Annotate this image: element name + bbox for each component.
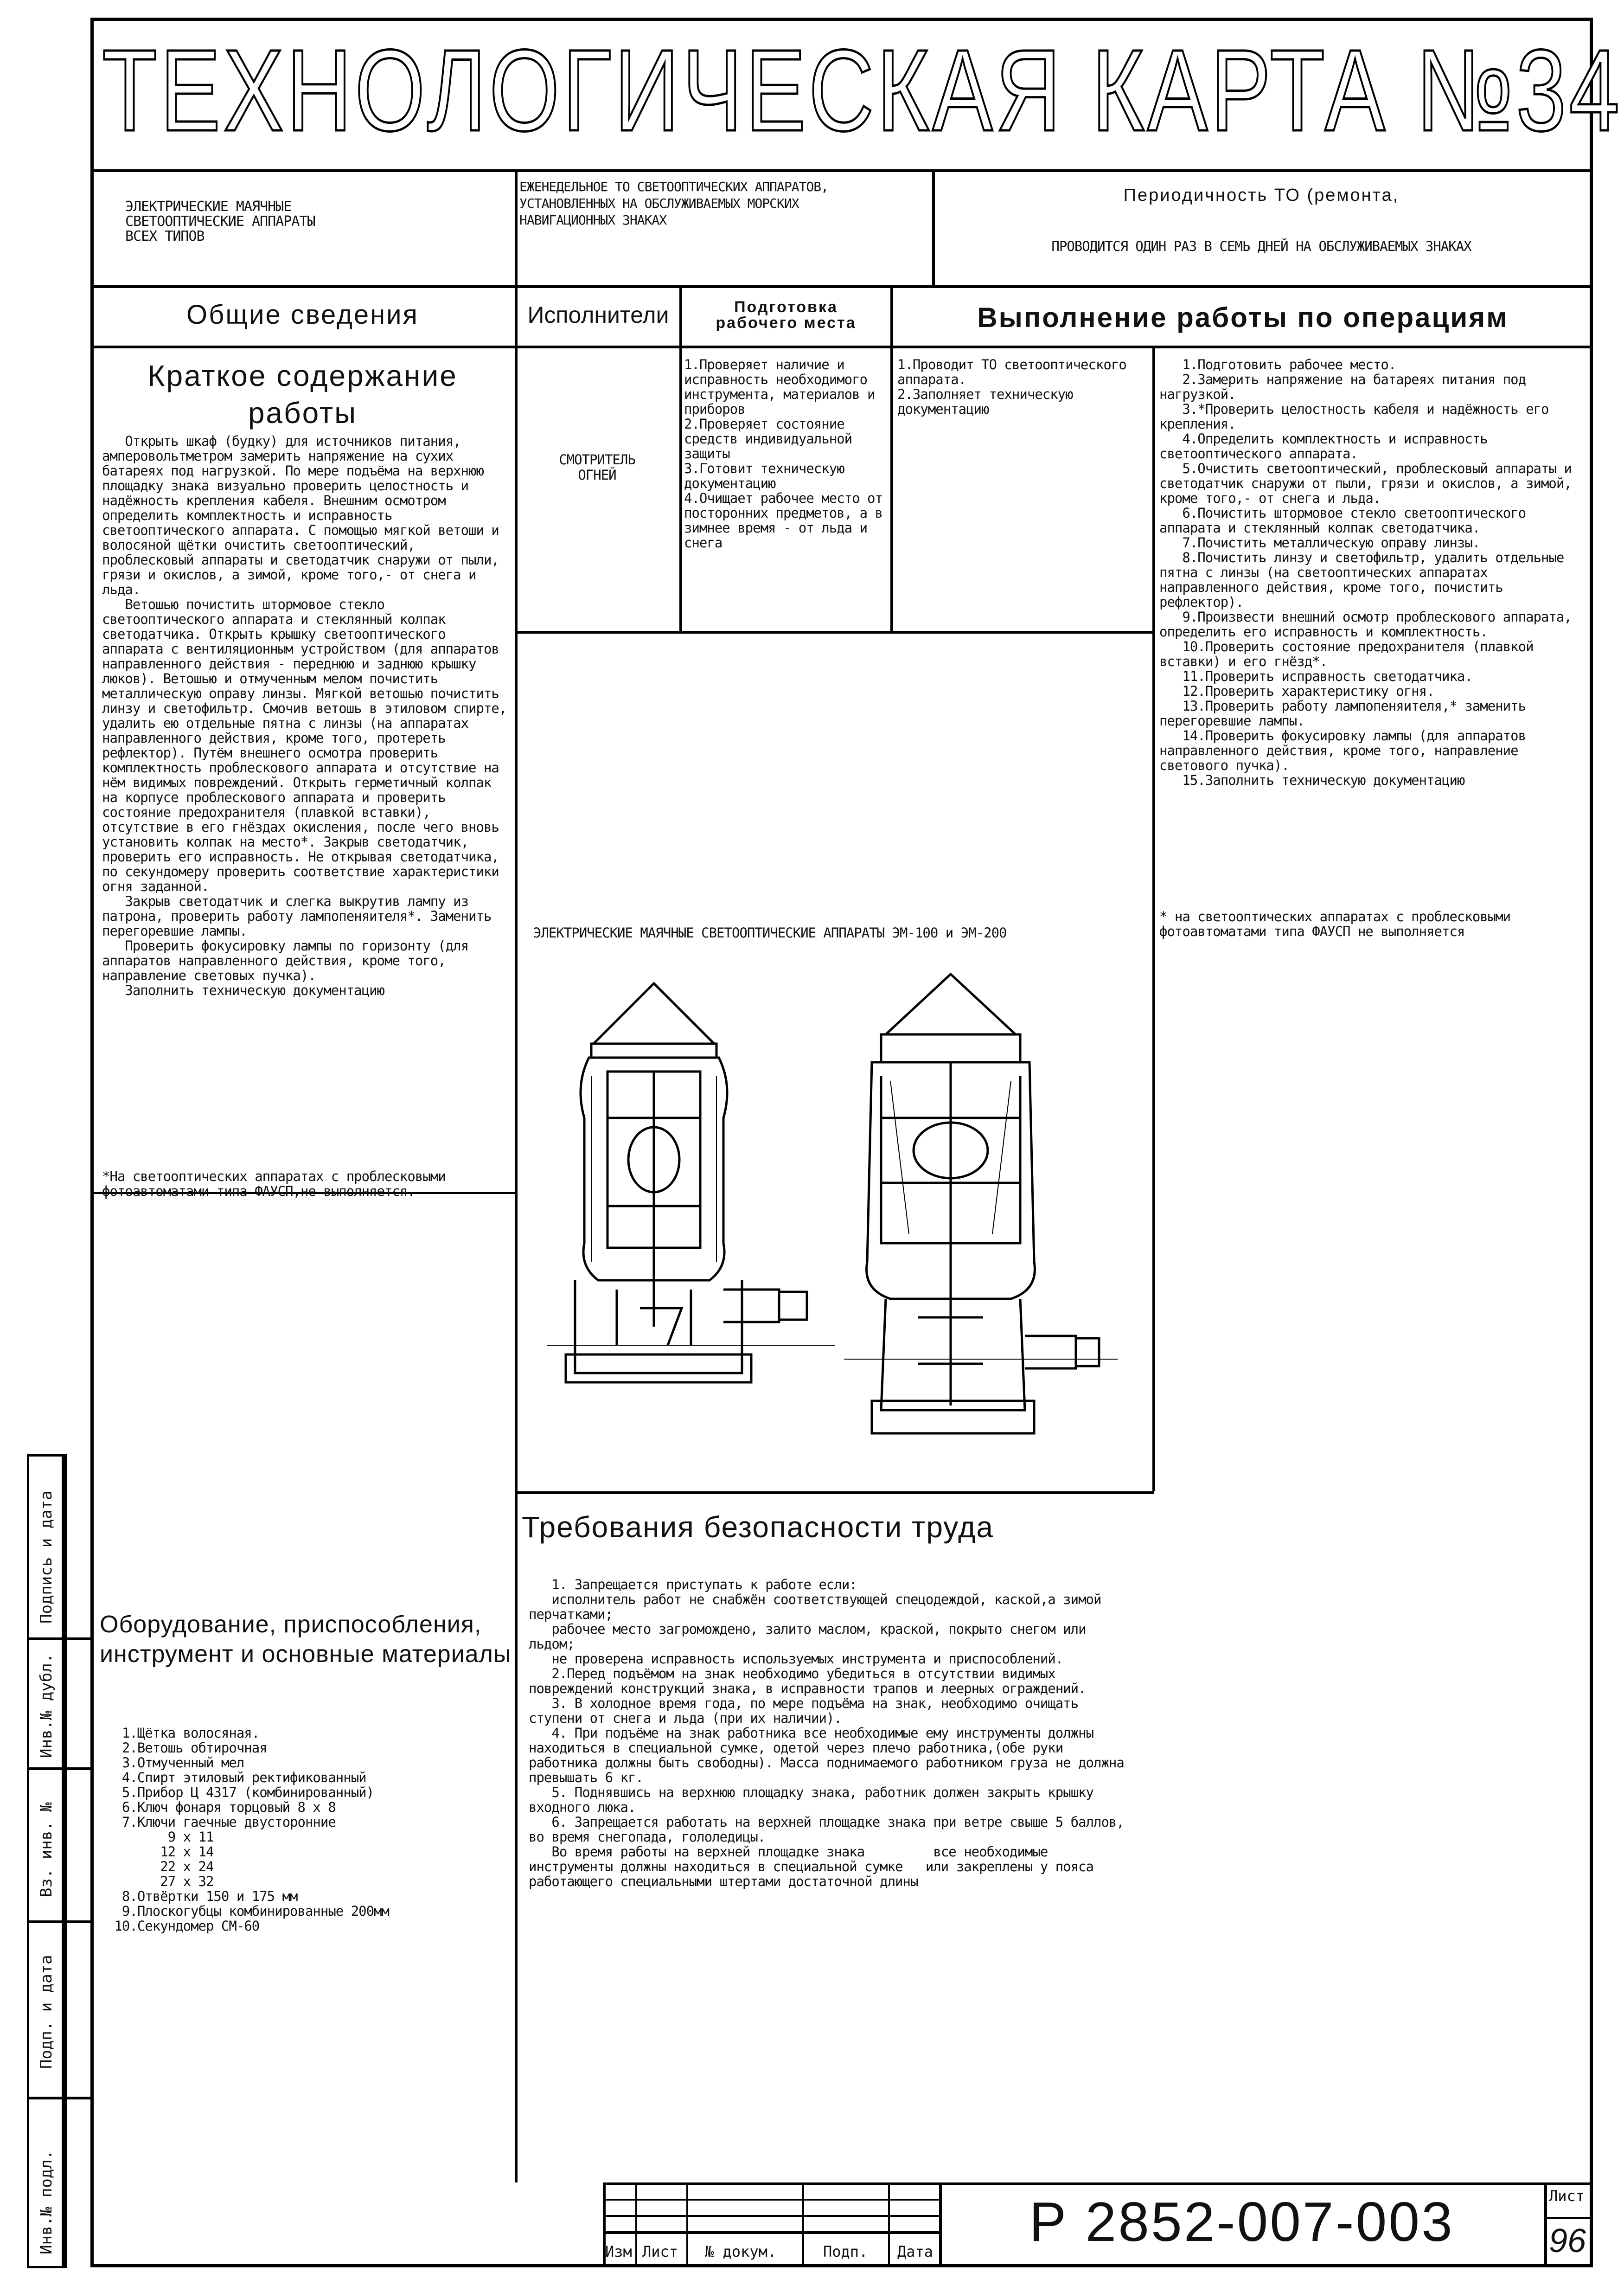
stamp-list: Лист: [642, 2243, 678, 2260]
stamp-sheet-label: Лист: [1549, 2187, 1585, 2205]
figure-caption: ЭЛЕКТРИЧЕСКИЕ МАЯЧНЫЕ СВЕТООПТИЧЕСКИЕ АППАРАТЫ ЭМ-100 и ЭМ-200: [533, 925, 1007, 941]
operations-footnote: * на светооптических аппаратах с проблесковыми фотоавтоматами типа ФАУСП не выполняется: [1159, 909, 1518, 939]
stamp-line: [603, 2182, 1593, 2185]
side-label-sign-date: Подп. и дата: [37, 1955, 56, 2069]
stamp-line: [635, 2182, 637, 2266]
divider: [515, 1491, 1154, 1494]
stamp-line: [1544, 2182, 1547, 2266]
side-label-inv-instead: Вз. инв. №: [37, 1802, 56, 1897]
executor: СМОТРИТЕЛЬ ОГНЕЙ: [559, 452, 635, 483]
lantern-drawing: [547, 965, 1127, 1457]
safety-text: 1. Запрещается приступать к работе если: исполнитель работ не снабжён соответствующей спецодеждой, каской,а зимой перчатками; рабочее место загромождено, залито маслом, краской, покрыто снегом или льдом; не проверена исправность используемых инструмента и приспособлений. 2.Перед подъёмом на знак необходимо убедиться в отсутствии видимых повреждений конструкций знака, в исправности трапов и леерных ограждений. 3. В холодное время года, по мере подъёма на знак, необходимо очищать ступени от снега и льда (при их наличии). 4. При подъёме на знак работника все необходимые ему инструменты должны находиться в специальной сумке, одетой через плечо работника,(обе руки работника должны быть свободны). Масса поднимаемого работником груза не должна превышать 6 кг. 5. Поднявшись на верхнюю площадку знака, работник должен закрыть крышку входного люка. 6. Запрещается работать на верхней площадке знака при ветре свыше 5 баллов, во время снегопада, гололедицы. Во время работы на верхней площадке знака все необходимые инструменты должны находиться в специальной сумке или закреплены у пояса работающего специальными штертами достаточной длины: [529, 1577, 1124, 1889]
side-stamp-line: [27, 2097, 92, 2099]
stamp-line: [686, 2182, 688, 2266]
side-stamp-line: [64, 1454, 67, 2268]
stamp-doc-no: № докум.: [705, 2243, 777, 2260]
summary-heading: Краткое содержание работы: [147, 359, 458, 430]
stamp-line: [1544, 2217, 1593, 2219]
equipment-heading: Оборудование, приспособления, инструмент и основные материалы: [100, 1611, 511, 1668]
stamp-izm: Изм: [605, 2243, 632, 2260]
stamp-designation: Р 2852-007-003: [1029, 2191, 1454, 2253]
document-title: ТЕХНОЛОГИЧЕСКАЯ КАРТА №34: [102, 26, 1623, 155]
divider: [90, 169, 1593, 172]
divider: [515, 631, 1154, 634]
stamp-date: Дата: [897, 2243, 933, 2260]
divider: [679, 285, 682, 631]
stamp-sign: Подп.: [823, 2243, 868, 2260]
operations-list: 1.Подготовить рабочее место. 2.Замерить напряжение на батареях питания под нагрузкой. 3.*Проверить целостность кабеля и надёжность его крепления. 4.Определить комплектность и исправность светооптического аппарата. 5.Очистить светооптический, проблесковый аппараты и светодатчик снаружи от пыли, грязи и окислов, а зимой, кроме того,- от снега и льда. 6.Почистить штормовое стекло светооптического аппарата и стеклянный колпак светодатчика. 7.Почистить металлическую оправу линзы. 8.Почистить линзу и светофильтр, удалить отдельные пятна с линзы (на светооптических аппаратах направленного действия, кроме того, почистить рефлектор). 9.Произвести внешний осмотр проблескового аппарата, определить его исправность и комплектность. 10.Проверить состояние предохранителя (плавкой вставки) и его гнёзд*. 11.Проверить исправность светодатчика. 12.Проверить характеристику огня. 13.Проверить работу лампопеняителя,* заменить перегоревшие лампы. 14.Проверить фокусировку лампы (для аппаратов направленного действия, кроме того, направление светового пучка). 15.Заполнить техническую документацию: [1159, 357, 1572, 788]
stamp-sheet-no: 96: [1549, 2222, 1586, 2259]
side-stamp-line: [27, 1920, 92, 1923]
periodicity-value: ПРОВОДИТСЯ ОДИН РАЗ В СЕМЬ ДНЕЙ НА ОБСЛУЖИВАЕМЫХ ЗНАКАХ: [1051, 238, 1471, 254]
side-stamp-line: [27, 1637, 92, 1640]
executor-tasks: 1.Проводит ТО светооптического аппарата. 2.Заполняет техническую документацию: [897, 357, 1126, 417]
divider: [890, 285, 893, 631]
side-stamp-line: [27, 1767, 92, 1770]
section-executors: Исполнители: [527, 302, 669, 328]
stamp-line: [802, 2182, 804, 2266]
equipment-type: ЭЛЕКТРИЧЕСКИЕ МАЯЧНЫЕ СВЕТООПТИЧЕСКИЕ АППАРАТЫ ВСЕХ ТИПОВ: [125, 199, 315, 244]
summary-footnote: *На светооптических аппаратах с проблесковыми фотоавтоматами типа ФАУСП,не выполняется.: [102, 1168, 454, 1199]
periodicity-label: Периодичность ТО (ремонта,: [1123, 186, 1400, 205]
divider: [90, 285, 1593, 288]
section-operations: Выполнение работы по операциям: [977, 302, 1509, 333]
divider: [1152, 346, 1155, 1491]
side-label-inv-orig: Инв.№ подл.: [37, 2150, 56, 2254]
safety-heading: Требования безопасности труда: [522, 1510, 994, 1544]
section-general: Общие сведения: [186, 300, 419, 330]
work-type: ЕЖЕНЕДЕЛЬНОЕ ТО СВЕТООПТИЧЕСКИХ АППАРАТОВ, УСТАНОВЛЕННЫХ НА ОБСЛУЖИВАЕМЫХ МОРСКИХ НАВИГАЦИОННЫХ ЗНАКАХ: [519, 179, 829, 228]
stamp-line: [888, 2182, 890, 2266]
section-preparation: Подготовка рабочего места: [716, 298, 857, 332]
divider: [90, 346, 1593, 348]
equipment-items: 1.Щётка волосяная. 2.Ветошь обтирочная 3.Отмученный мел 4.Спирт этиловый ректификованный 5.Прибор Ц 4317 (комбинированный) 6.Ключ фонаря торцовый 8 х 8 7.Ключи гаечные двусторонние 9 х 11 12 х 14 22 х 24 27 х 32 8.Отвёртки 150 и 175 мм 9.Плоскогубцы комбинированные 200мм 10.Секундомер СМ-60: [114, 1725, 390, 1934]
divider: [932, 169, 935, 285]
side-label-sign-date-2: Подпись и дата: [37, 1490, 56, 1624]
summary-text: Открыть шкаф (будку) для источников питания, амперовольтметром замерить напряжение на сухих батареях под нагрузкой. По мере подъёма на верхнюю площадку знака визуально проверить целостность и надёжность крепления кабеля. Внешним осмотром определить комплектность и исправность светооптического аппарата. С помощью мягкой ветоши и волосяной щётки очистить светооптический, проблесковый аппараты и светодатчик снаружи от пыли, грязи и окислов, а зимой, кроме того,- от снега и льда. Ветошью почистить штормовое стекло светооптического аппарата и стеклянный колпак светодатчика. Открыть крышку светооптического аппарата с вентиляционным устройством (для аппаратов направленного действия - переднюю и заднюю крышку люков). Ветошью и отмученным мелом почистить металлическую оправу линзы. Мягкой ветошью почистить линзу и светофильтр. Смочив ветошь в этиловом спирте, удалить ею отдельные пятна с линзы (на аппаратах направленного действия, кроме того, протереть рефлектор). Путём внешнего осмотра проверить комплектность проблескового аппарата и отсутствие на нём видимых повреждений. Открыть герметичный колпак на корпусе проблескового аппарата и проверить состояние предохранителя (плавкой вставки), отсутствие в его гнёздах окисления, после чего вновь установить колпак на место*. Закрыв светодатчик, проверить его исправность. Не открывая светодатчика, по секундомеру проверить соответствие характеристики огня заданной. Закрыв светодатчик и слегка выкрутив лампу из патрона, проверить работу лампопеняителя*. Заменить перегоревшие лампы. Проверить фокусировку лампы по горизонту (для аппаратов направленного действия, кроме того, направление световых пучка). Заполнить техническую документацию: [102, 433, 507, 998]
side-label-inv-dup: Инв.№ дубл.: [37, 1653, 56, 1758]
preparation-steps: 1.Проверяет наличие и исправность необходимого инструмента, материалов и приборов 2.Проверяет состояние средств индивидуальной защиты 3.Готовит техническую документацию 4.Очищает рабочее место от посторонних предметов, а в зимнее время - от льда и снега: [684, 357, 882, 551]
